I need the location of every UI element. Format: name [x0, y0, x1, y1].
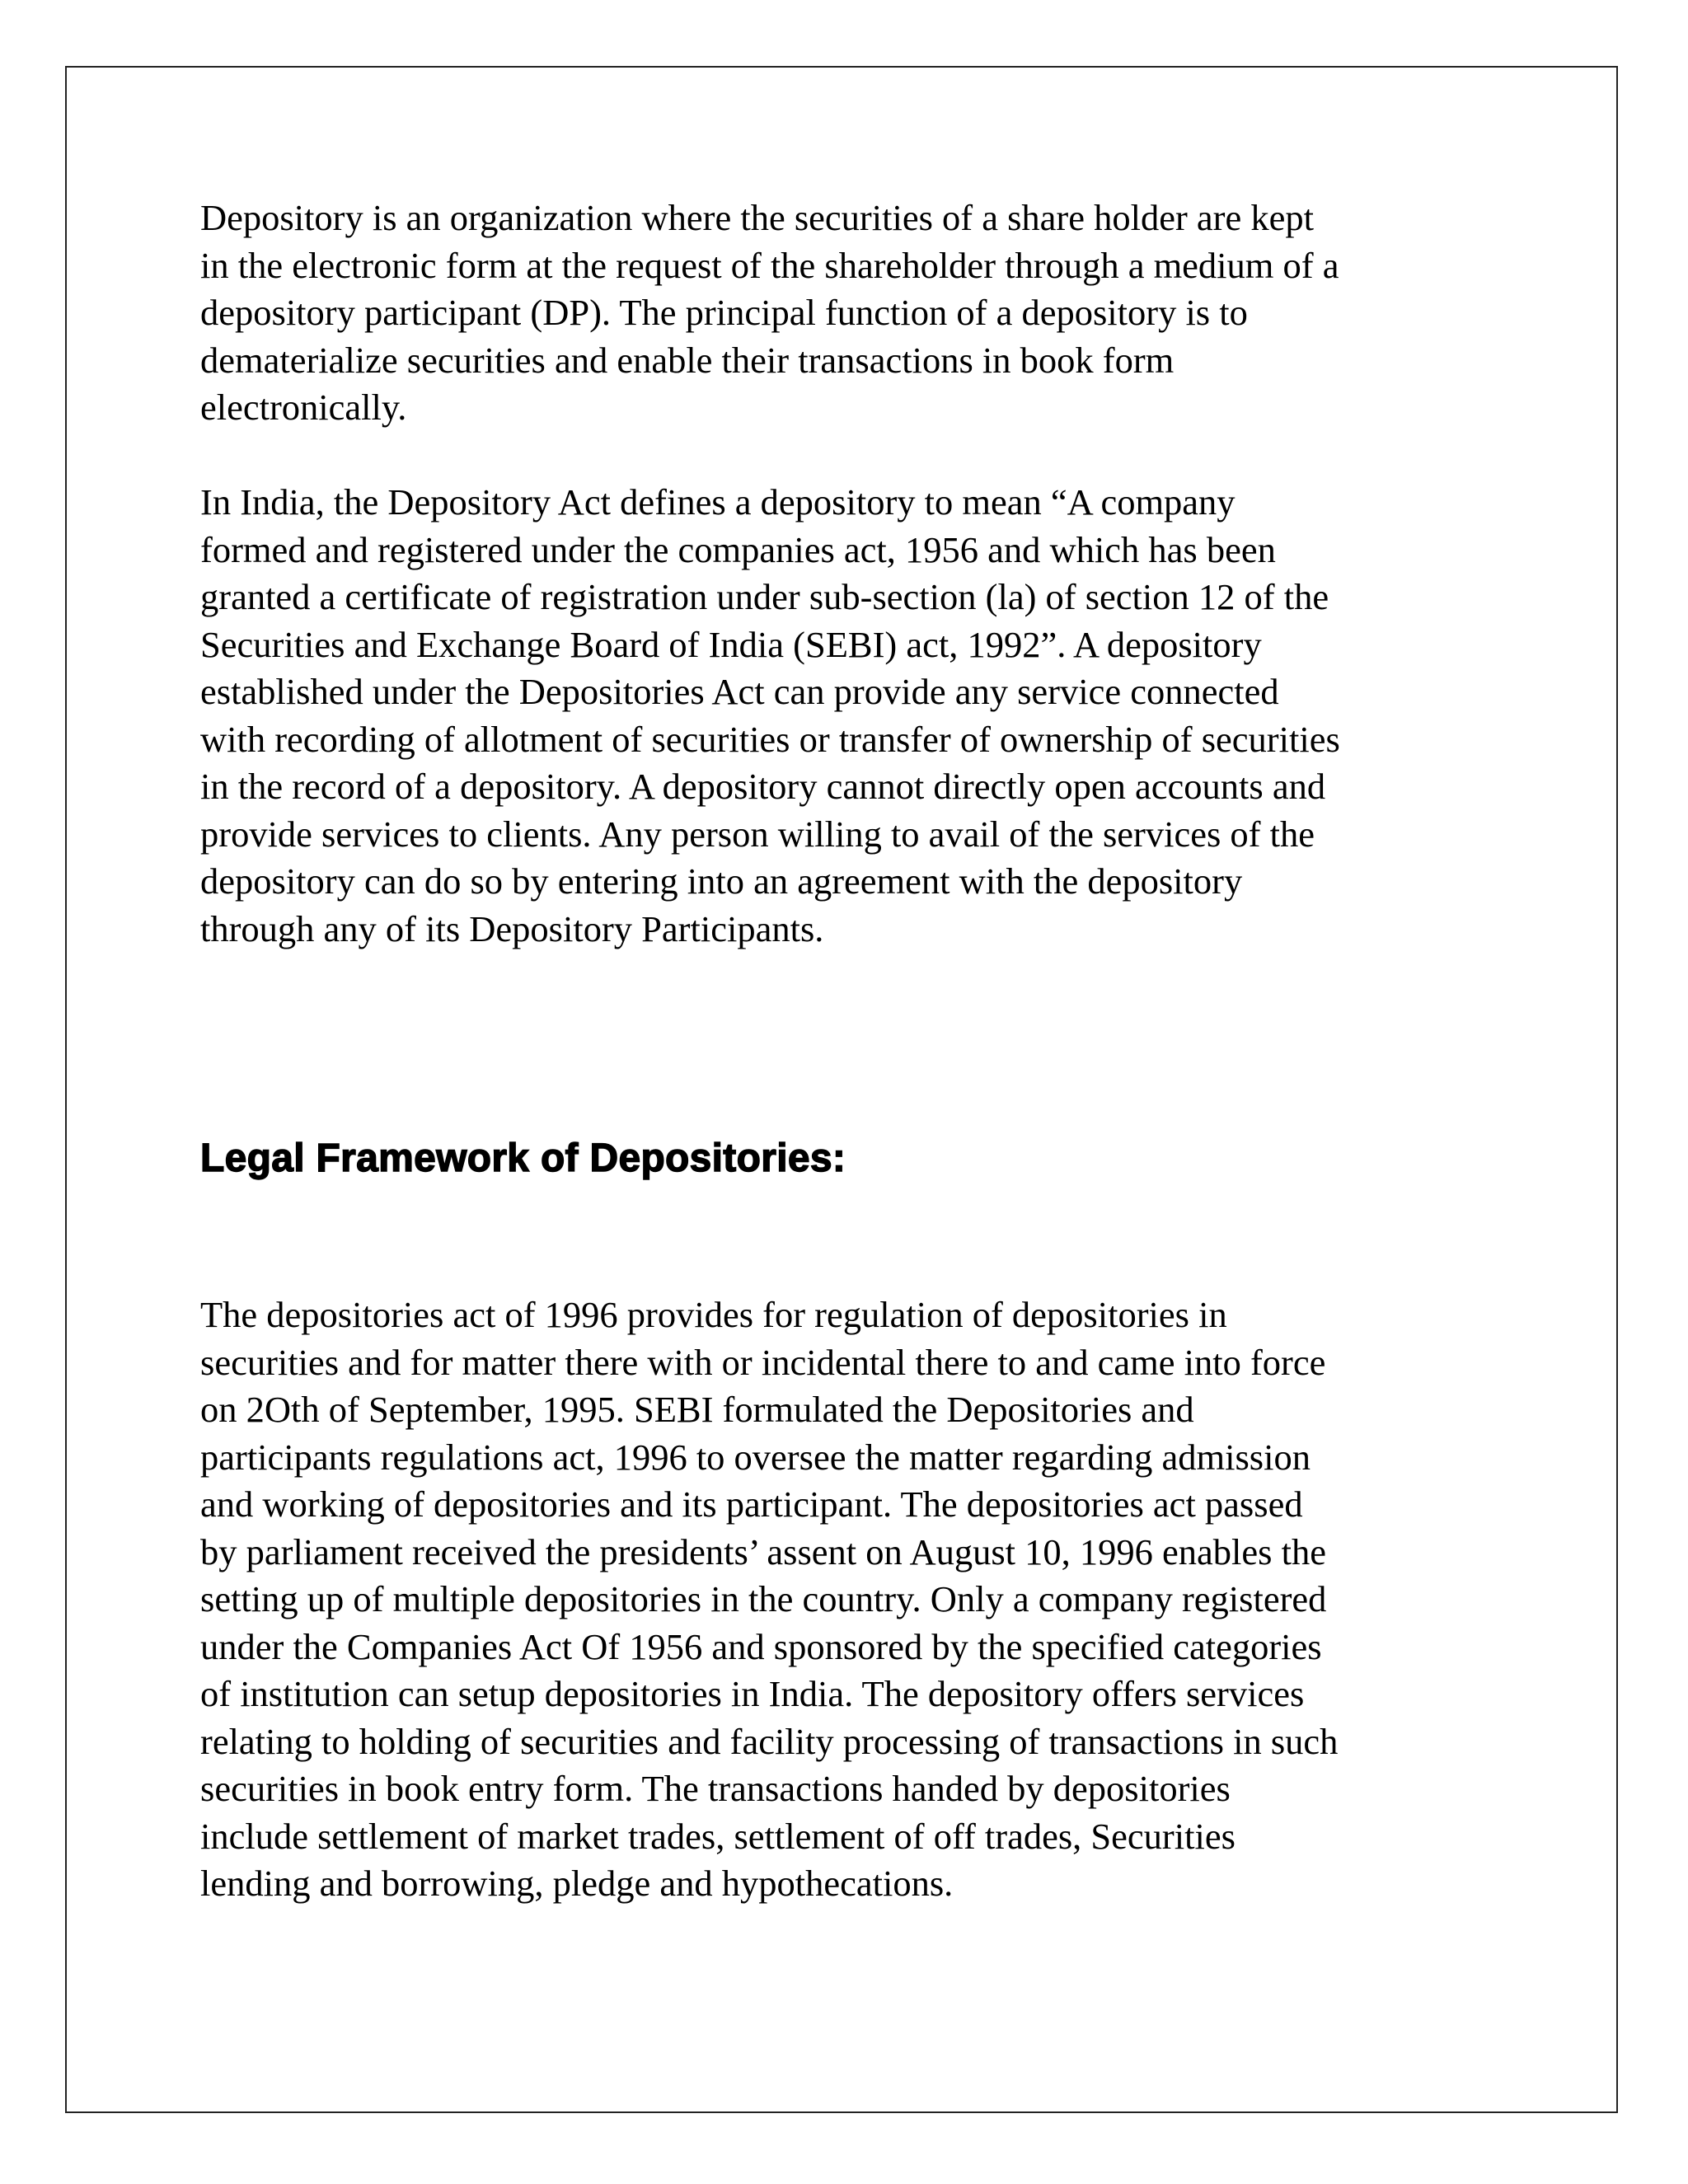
text-line: formed and registered under the companies act, 1956 and which has been [200, 528, 1276, 570]
text-line: dematerialize securities and enable their transactions in book form [200, 339, 1175, 381]
text-line: by parliament received the presidents’ assent on August 10, 1996 enables the [200, 1530, 1326, 1572]
text-line: established under the Depositories Act can provide any service connected [200, 671, 1279, 712]
text-line: granted a certificate of registration under sub-section (la) of section 12 of the [200, 576, 1329, 617]
text-line: include settlement of market trades, settlement of off trades, Securities [200, 1815, 1236, 1857]
text-line: through any of its Depository Participants. [200, 907, 824, 949]
text-line: on 2Oth of September, 1995. SEBI formulated the Depositories and [200, 1389, 1194, 1430]
text-line: of institution can setup depositories in India. The depository offers services [200, 1673, 1305, 1714]
intro-section [200, 194, 1503, 953]
text-line: In India, the Depository Act defines a depository to mean “A company [200, 481, 1236, 523]
text-line: and working of depositories and its participant. The depositories act passed [200, 1483, 1303, 1525]
text-line: securities in book entry form. The transactions handed by depositories [200, 1768, 1231, 1809]
text-line: depository participant (DP). The principal function of a depository is to [200, 292, 1248, 333]
paragraph-depository-act-india [200, 479, 1503, 953]
text-line: electronically. [200, 387, 407, 428]
text-line: depository can do so by entering into an agreement with the depository [200, 860, 1243, 902]
text-line: The depositories act of 1996 provides for regulation of depositories in [200, 1294, 1227, 1335]
text-line: Depository is an organization where the securities of a share holder are kept [200, 197, 1314, 238]
text-line: relating to holding of securities and facility processing of transactions in such [200, 1720, 1339, 1762]
text-line: in the electronic form at the request of the shareholder through a medium of a [200, 244, 1339, 286]
text-line: participants regulations act, 1996 to oversee the matter regarding admission [200, 1436, 1311, 1478]
section-heading: Legal Framework of Depositories: [200, 1137, 846, 1180]
text-line: provide services to clients. Any person willing to avail of the services of the [200, 813, 1315, 855]
text-line: securities and for matter there with or incidental there to and came into force [200, 1341, 1326, 1383]
text-line: under the Companies Act Of 1956 and sponsored by the specified categories [200, 1625, 1322, 1667]
text-line: lending and borrowing, pledge and hypothecations. [200, 1863, 954, 1904]
legal-framework-section [200, 1291, 1503, 1908]
paragraph-legal-framework [200, 1291, 1503, 1908]
paragraph-depository-definition [200, 194, 1503, 432]
text-line: setting up of multiple depositories in the country. Only a company registered [200, 1578, 1327, 1619]
text-line: in the record of a depository. A depository cannot directly open accounts and [200, 766, 1326, 807]
text-line: with recording of allotment of securities or transfer of ownership of securities [200, 718, 1340, 760]
text-line: Securities and Exchange Board of India (SEBI) act, 1992”. A depository [200, 623, 1262, 665]
